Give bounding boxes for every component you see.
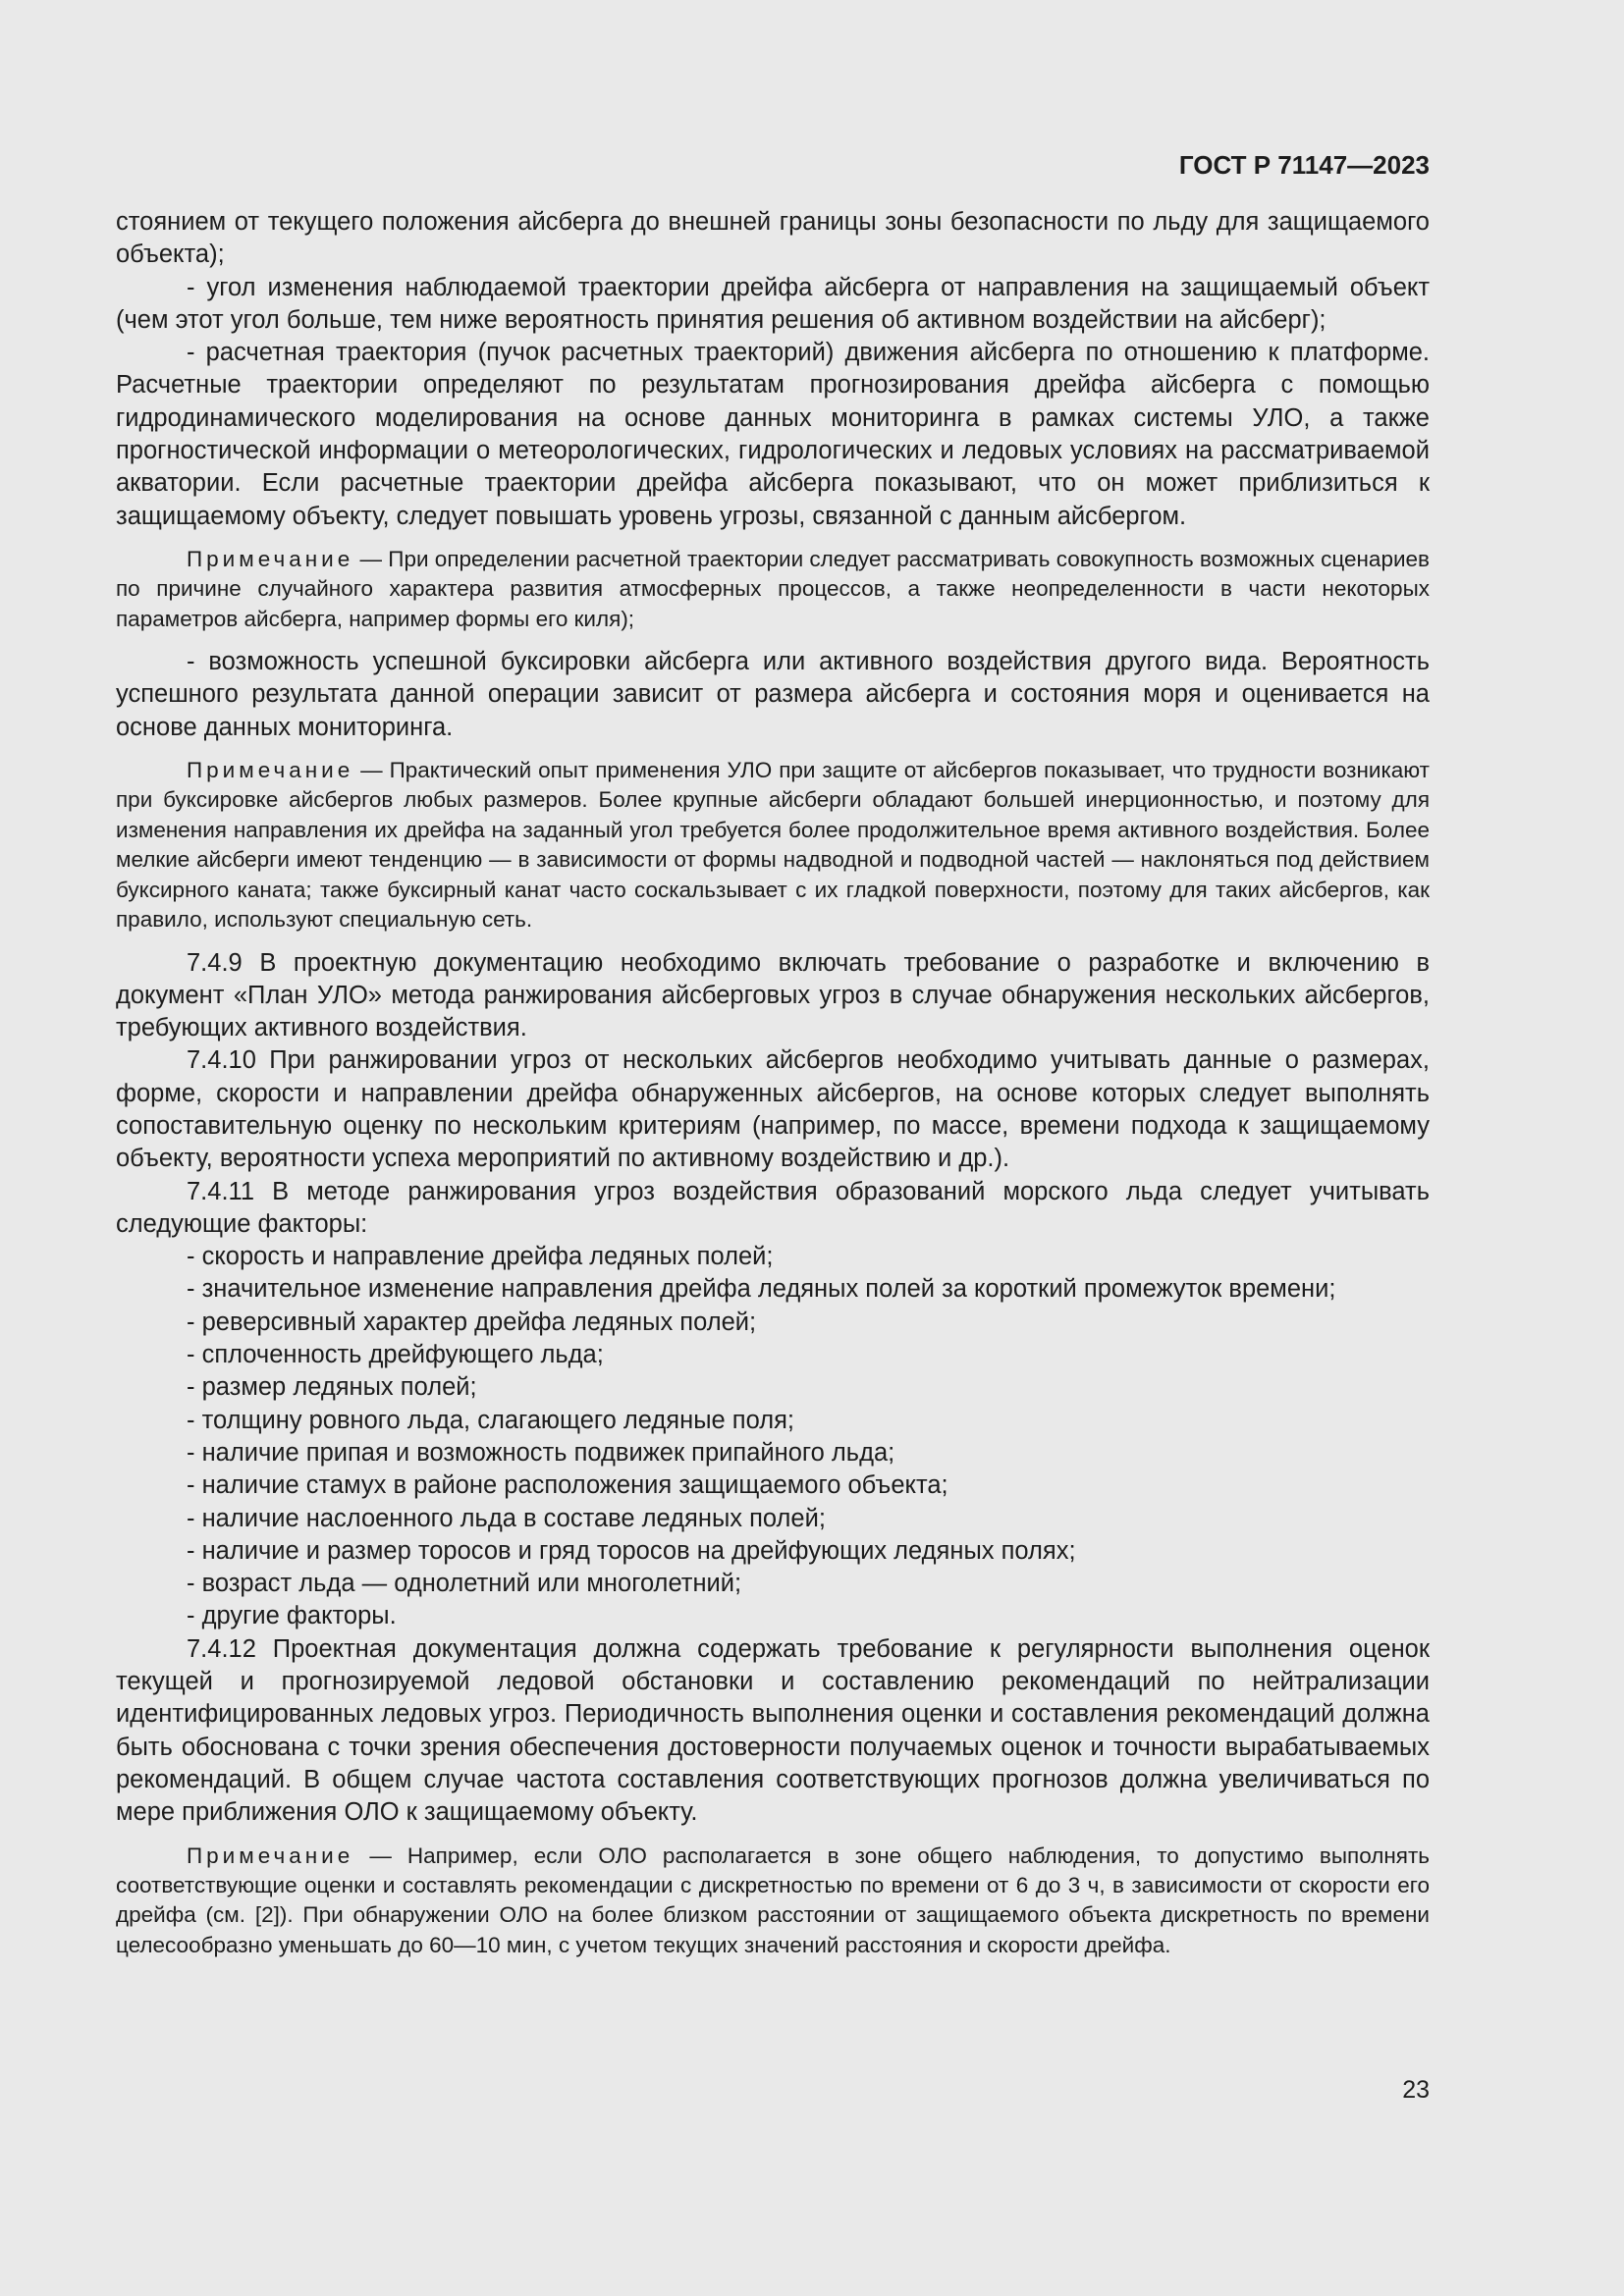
list-item: - размер ледяных полей; [187,1373,477,1402]
note-text: — Например, если ОЛО располагается в зоне общего наблюдения, то допустимо выполнять соответствующие оценки и составлять рекомендации с дискретностью по времени от 6 до 3 ч, в зависимости от скорости его дрейфа (см. [2]). При обнаружении ОЛО на более близком расстоянии от защищаемого объекта дискретность по времени целесообразно уменьшать до 60—10 мин, с учетом текущих значений расстояния и скорости дрейфа. [116,1842,1430,1957]
list-item: - реверсивный характер дрейфа ледяных полей; [187,1308,757,1336]
document-body [116,206,1430,1960]
paragraph: 7.4.9 В проектную документацию необходимо включать требование о разработке и включению в документ «План УЛО» метода ранжирования айсберговых угроз в случае обнаружения нескольких айсбергов, требующих активного воздействия. [116,948,1430,1042]
paragraph: 7.4.11 В методе ранжирования угроз воздействия образований морского льда следует учитывать следующие факторы: [116,1177,1430,1238]
paragraph: стоянием от текущего положения айсберга до внешней границы зоны безопасности по льду для защищаемого объекта); [116,208,1430,269]
factor-list [116,1241,1430,1633]
note-text: — Практический опыт применения УЛО при защите от айсбергов показывает, что трудности возникают при буксировке айсбергов любых размеров. Более крупные айсберги обладают большей инерционностью, и поэтому для изменения направления их дрейфа на заданный угол требуется более продолжительное время активного воздействия. Более мелкие айсберги имеют тенденцию — в зависимости от формы надводной и подводной частей — наклоняться под действием буксирного каната; также буксирный канат часто соскальзывает с их гладкой поверхности, поэтому для таких айсбергов, как правило, используют специальную сеть. [116,758,1430,933]
document-header: ГОСТ Р 71147—2023 [1178,150,1430,180]
note-label: Примечание [187,758,354,783]
paragraph: - расчетная траектория (пучок расчетных траекторий) движения айсберга по отношению к платформе. Расчетные траектории определяют по результатам прогнозирования дрейфа айсберга с помощью гидродинамического моделирования на основе данных мониторинга в рамках системы УЛО, а также прогностической информации о метеорологических, гидрологических и ледовых условиях на рассматриваемой акватории. Если расчетные траектории дрейфа айсберга показывают, что он может приблизиться к защищаемому объекту, следует повышать уровень угрозы, связанной с данным айсбергом. [116,339,1430,530]
note [116,1842,1430,1961]
document-page [116,145,1430,1972]
note-text: — При определении расчетной траектории следует рассматривать совокупность возможных сценариев по причине случайного характера развития атмосферных процессов, а также неопределенности в части некоторых параметров айсберга, например формы его киля); [116,546,1430,631]
paragraph: - угол изменения наблюдаемой траектории дрейфа айсберга от направления на защищаемый объект (чем этот угол больше, тем ниже вероятность принятия решения об активном воздействии на айсберг); [116,273,1430,334]
paragraph: 7.4.12 Проектная документация должна содержать требование к регулярности выполнения оценок текущей и прогнозируемой ледовой обстановки и составлению рекомендаций по нейтрализации идентифицированных ледовых угроз. Периодичность выполнения оценки и составления рекомендаций должна быть обоснована с точки зрения обеспечения достоверности получаемых оценок и точности вырабатываемых рекомендаций. В общем случае частота составления соответствующих прогнозов должна увеличиваться по мере приближения ОЛО к защищаемому объекту. [116,1634,1430,1827]
list-item: - возраст льда — однолетний или многолетний; [187,1570,742,1598]
page-number: 23 [1402,2076,1430,2104]
list-item: - значительное изменение направления дрейфа ледяных полей за короткий промежуток времени; [187,1275,1336,1304]
list-item: - сплоченность дрейфующего льда; [187,1341,604,1369]
list-item: - другие факторы. [187,1602,397,1630]
note-label: Примечание [187,1842,354,1868]
list-item: - скорость и направление дрейфа ледяных полей; [187,1243,774,1271]
paragraph: - возможность успешной буксировки айсберга или активного воздействия другого вида. Вероятность успешного результата данной операции зависит от размера айсберга и состояния моря и оценивается на основе данных мониторинга. [116,648,1430,741]
list-item: - наличие припая и возможность подвижек припайного льда; [187,1438,895,1467]
list-item: - наличие и размер торосов и гряд торосов на дрейфующих ледяных полях; [187,1536,1076,1565]
list-item: - наличие наслоенного льда в составе ледяных полей; [187,1504,826,1532]
note [116,545,1430,634]
paragraph: 7.4.10 При ранжировании угроз от нескольких айсбергов необходимо учитывать данные о размерах, форме, скорости и направлении дрейфа обнаруженных айсбергов, на основе которых следует выполнять сопоставительную оценку по нескольким критериям (например, по массе, времени подхода к защищаемому объекту, вероятности успеха мероприятий по активному воздействию и др.). [116,1046,1430,1173]
list-item: - наличие стамух в районе расположения защищаемого объекта; [187,1471,948,1500]
note [116,756,1430,934]
note-label: Примечание [187,546,354,571]
list-item: - толщину ровного льда, слагающего ледяные поля; [187,1406,794,1434]
